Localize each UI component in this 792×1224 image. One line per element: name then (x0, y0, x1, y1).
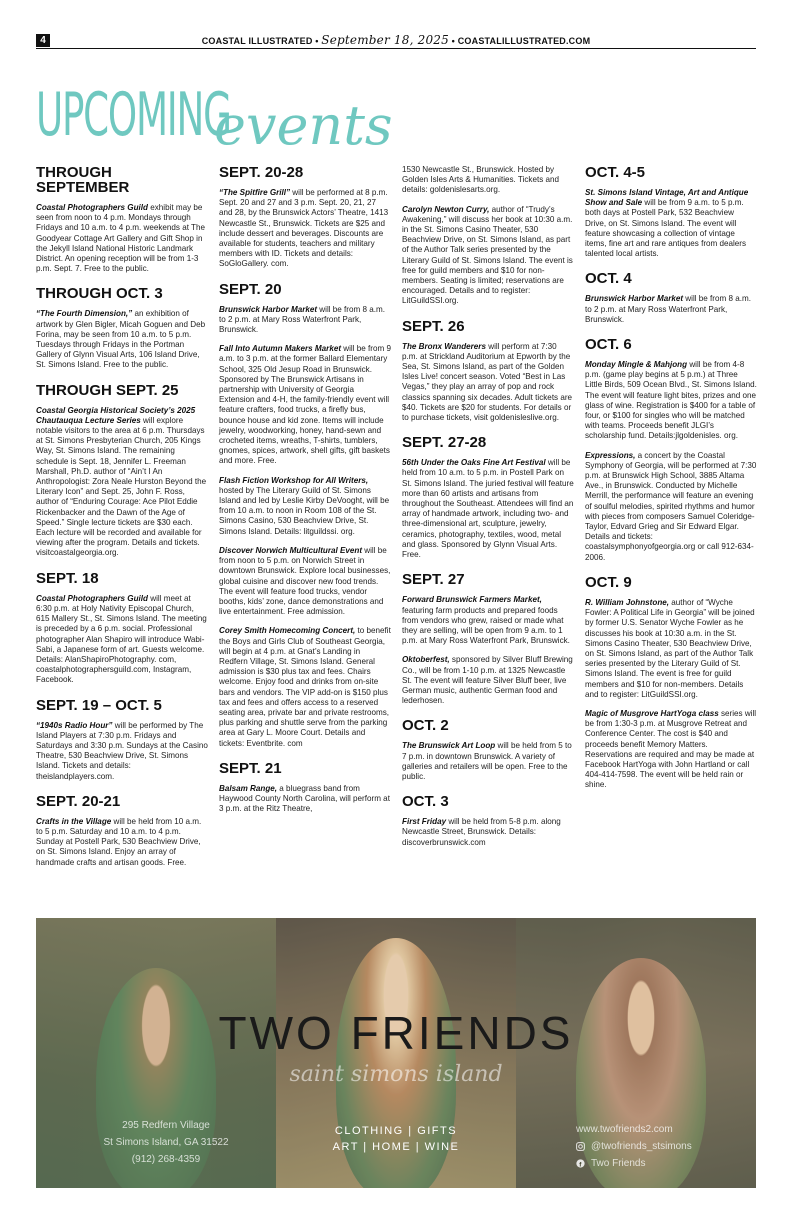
ad-website[interactable] (576, 1121, 746, 1138)
date-heading: OCT. 4 (585, 270, 632, 288)
event-name: First Friday (402, 817, 447, 827)
date-heading: THROUGH SEPTEMBER (36, 164, 130, 196)
event-name: Brunswick Harbor Market (585, 294, 684, 304)
date-section (219, 282, 391, 749)
two-friends-advertisement[interactable] (36, 918, 756, 1188)
date-section (585, 271, 757, 325)
event-description: hosted by The Literary Guild of St. Simons Island and led by Leslie Kirby DeVooght, will be from 10 a.m. to noon in Room 108 of the St. Simons Casino, 530 Beachview Drive, St. Simons Island. Details: litguildssi. org. (219, 485, 390, 536)
ad-categories (306, 1123, 486, 1155)
event-listing (36, 406, 208, 559)
event-description: will be held from 5-8 p.m. along Newcastle Street, Brunswick. Details: discoverbrunswick.com (402, 817, 561, 847)
event-listing (219, 626, 391, 748)
date-section (402, 572, 574, 706)
date-heading: SEPT. 20-21 (36, 792, 121, 810)
date-section (402, 794, 574, 848)
event-name: Monday Mingle & Mahjong (585, 360, 688, 370)
column-1 (36, 165, 208, 880)
date-heading: SEPT. 26 (402, 317, 465, 335)
date-heading: SEPT. 21 (219, 759, 282, 777)
event-description: will be held from 10 a.m. to 5 p.m. in Postell Park on St. Simons Island. The juried festival will feature more than 60 artists and artisans from throughout the Southeast. Attendees will find an array of handmade artwork, including two- and three-dimensional art, sculpture, jewelry, ceramics, photography, textiles, wood, metal and glass. Sponsored by Glynn Visual Arts. Free. (402, 458, 574, 560)
masthead-right: • COASTALILLUSTRATED.COM (451, 36, 591, 46)
event-description: will be held from 5 to 7 p.m. in downtown Brunswick. A variety of galleries and retailers will be open. Free to the public. (402, 741, 572, 781)
date-section (36, 698, 208, 782)
ad-categories-line-1: CLOTHING | GIFTS (334, 1125, 458, 1137)
event-listing (36, 594, 208, 686)
title-script: events (214, 94, 393, 157)
ad-facebook[interactable] (576, 1155, 746, 1172)
event-description: will be from 9 a.m. to 3 p.m. at the former Ballard Elementary School, 325 Old Jesup Road in Brunswick. Sponsored by The Brunswick Artisans in partnership with University of Georgia Extension and 4-H, the family-friendly event will feature crafters, food trucks, a firefly bus, bounce house and kid zone. Items will include jewelry, woodworking, honey, hand-sewn and crocheted items, wreaths, T-shirts, tumblers, gnomes, spices, artwork, shell gifts, gift baskets and more. Free. (219, 344, 391, 466)
event-name: Fall Into Autumn Makers Market (219, 344, 342, 354)
event-description: will be held from 10 a.m. to 5 p.m. Saturday and 10 a.m. to 4 p.m. Sunday at Postell Park, 530 Beachview Drive, on St. Simons Island. Enjoy an array of handmade crafts and artisan goods. Free. (36, 816, 202, 867)
event-name: The Brunswick Art Loop (402, 741, 496, 751)
event-description: will be from 4-8 p.m. (game play begins at 5 p.m.) at Three Little Birds, 509 Ocean Blvd., St. Simons Island. The event will feature light bites, prizes and one glass of wine. Registration is $400 for a table of four, or $100 for singles who will be matched with teams. Proceeds benefit JLGI’s scholarship fund. Details:jlgoldenisles. org. (585, 360, 757, 441)
column-2 (219, 165, 391, 826)
event-name: Oktoberfest, (402, 655, 450, 665)
date-section (219, 165, 391, 270)
ad-instagram[interactable] (576, 1138, 746, 1155)
masthead (36, 34, 756, 49)
masthead-date: September 18, 2025 (321, 33, 449, 47)
event-name: “The Spitfire Grill” (219, 188, 291, 197)
date-heading: SEPT. 20-28 (219, 164, 304, 181)
event-description: will be from 8 a.m. to 2 p.m. at Mary Ross Waterfront Park, Brunswick. (219, 304, 385, 335)
event-description: an exhibition of artwork by Glen Bigler, Micah Goguen and Deb Forina, may be seen from 10 a.m. to 5 p.m. Tuesdays through Fridays in the Portman Gallery of Glynn Visual Arts, 106 Island Drive, St. Simons Island. Free to the public. (36, 309, 206, 370)
event-name: “The Fourth Dimension,” (36, 309, 133, 319)
event-description: sponsored by Silver Bluff Brewing Co., will be from 1-10 p.m. at 1325 Newcastle St. The event will feature Silver Bluff beer, live German music, authentic German food and lederhosen. (402, 655, 573, 706)
page-title (36, 80, 393, 157)
event-name: St. Simons Island Vintage, Art and Antique Show and Sale (585, 188, 749, 208)
ad-brand-name: TWO FRIENDS (218, 1007, 574, 1059)
date-heading: OCT. 3 (402, 793, 449, 811)
event-description: series will be from 1:30-3 p.m. at Musgrove Retreat and Conference Center. The cost is $40 and proceeds benefit Memory Matters. Reservations are required and may be made at Facebook HartYoga with John Hartland or call 404-414-7598. The event will be held rain or shine. (585, 708, 757, 790)
page-number: 4 (36, 34, 50, 47)
event-listing (585, 451, 757, 563)
event-description: author of “Trudy’s Awakening,” will discuss her book at 10:30 a.m. in the St. Simons Casino Theater, 530 Beachview Drive, on St. Simons Island, as part of the Author Talk series presented by the Literary Guild of St. Simons Island. The event is free for guild members and $10 for non-members. Seating is limited; reservations are encouraged. Details and to register: LitGuildSSI.org. (402, 204, 573, 306)
event-description: a concert by the Coastal Symphony of Georgia, will be performed at 7:30 p.m. at Brunswick High School, 3885 Altama Ave., in Brunswick. Conducted by Michelle Merrill, the performance will feature an evening of soulful melodies, spirited rhythms and humor with pieces from composers Samuel Coleridge-Taylor, Edvard Grieg and Sir Edward Elgar. Details and tickets: coastalsymphonyofgeorgia.org or call 912-634-2006. (585, 450, 757, 562)
event-listing (36, 203, 208, 274)
column-3 (402, 165, 574, 860)
event-listing (585, 360, 757, 442)
date-heading: SEPT. 20 (219, 280, 282, 298)
column-4 (585, 165, 757, 803)
svg-text:f: f (579, 1161, 582, 1168)
date-section (585, 165, 757, 259)
event-description: will be from 9 a.m. to 5 p.m. both days at Postell Park, 532 Beachview Drive, on St. Simons Island. The event will feature showcasing a collection of vintage items, fine art and rare antiques from dealers talented local artists. (585, 198, 747, 259)
event-listing (36, 721, 208, 782)
ad-phone[interactable]: (912) 268-4359 (131, 1154, 201, 1165)
ad-contact (576, 1121, 746, 1172)
event-listing (402, 817, 574, 848)
date-section (585, 575, 757, 791)
event-listing (585, 294, 757, 325)
event-description: will meet at 6:30 p.m. at Holy Nativity Episcopal Church, 615 Mallery St., St. Simons Island. The meeting is preceded by a 6 p.m. social. Professional photographer Alan Shapiro will introduce Wabi-Sabi, a Japanese form of art. Guests welcome. Details: AlanShapiroPhotography. com, coastalphotographersguild.com, Instagram, Facebook. (36, 593, 207, 685)
date-section (585, 337, 757, 563)
event-description: will be from noon to 5 p.m. on Norwich Street in downtown Brunswick. Explore local businesses, global cuisine and discover new food trends. The event will feature food trucks, vendor booths, kids’ zone, dance demonstrations and live entertainment. Free admission. (219, 545, 391, 617)
event-name: R. William Johnstone, (585, 597, 670, 607)
date-heading: OCT. 4-5 (585, 164, 646, 181)
masthead-left: COASTAL ILLUSTRATED • (201, 36, 319, 46)
event-description: 1530 Newcastle St., Brunswick. Hosted by Golden Isles Arts & Humanities. Tickets and details: goldenislesarts.org. (402, 165, 559, 195)
ad-address-street: 295 Redfern Village (122, 1120, 210, 1131)
date-heading: THROUGH SEPT. 25 (36, 381, 179, 399)
event-name: Forward Brunswick Farmers Market, (402, 595, 542, 605)
event-name: Coastal Photographers Guild (36, 593, 148, 603)
event-name: The Bronx Wanderers (402, 341, 486, 351)
event-description: featuring farm products and prepared foods from vendors who grew, raised or made what they are selling, will be open from 9 a.m. to 1 p.m. at Mary Ross Waterfront Park, Brunswick. (402, 605, 570, 646)
event-listing (585, 598, 757, 700)
date-heading: SEPT. 27-28 (402, 434, 487, 452)
event-listing (402, 741, 574, 782)
ad-categories-line-2: ART | HOME | WINE (332, 1141, 460, 1153)
event-listing (219, 546, 391, 617)
event-name: Discover Norwich Multicultural Event (219, 545, 363, 555)
ad-website-text[interactable]: www.twofriends2.com (576, 1124, 673, 1135)
event-description: will be performed at 8 p.m. Sept. 20 and 27 and 3 p.m. Sept. 20, 21, 27 and 28, by the Brunswick Actors’ Theatre, 1413 Newcastle St., Brunswick. Tickets are $25 and include dessert and beverages. Discounts are available for students, teachers and military members with ID. Tickets and details: SoGloGallery. com. (219, 188, 389, 269)
ad-instagram-text[interactable]: @twofriends_stsimons (591, 1141, 692, 1152)
instagram-icon (576, 1142, 585, 1151)
event-description: to benefit the Boys and Girls Club of Southeast Georgia, will begin at 4 p.m. at Gnat’s Landing in Redfern Village, St. Simons Island. General admission is $30 plus tax and fees. Chairs welcome. Enjoy food and drinks from on-site bars and vendors. The VIP add-on is $150 plus tax and fees and offers access to a reserved seating area, private bar and private restrooms, plus parking and shuttle serve from the parking area at Gary L. Moore Court. Details and tickets: Eventbrite. com (219, 626, 391, 748)
event-description: author of “Wyche Fowler: A Political Life in Georgia” will be joined by former U.S. Senator Wyche Fowler as he discusses his book at 10:30 a.m. in the St. Simons Casino Theater, 530 Beachview Drive, on St. Simons Island, as part of the Author Talk series presented by the Literary Guild of St. Simons Island. The event is free for guild members and $10 for non-members. Details and to register: LitGuildSSI.org. (585, 597, 755, 699)
date-heading: OCT. 9 (585, 573, 632, 591)
date-section (402, 718, 574, 782)
date-section (36, 571, 208, 686)
ad-address (56, 1117, 276, 1168)
date-heading: OCT. 6 (585, 336, 632, 354)
ad-location-script: saint simons island (289, 1062, 503, 1087)
event-description: a bluegrass band from Haywood County North Carolina, will perform at 3 p.m. at the Ritz Theatre, (219, 783, 390, 814)
event-listing (402, 205, 574, 307)
facebook-icon (576, 1159, 585, 1168)
ad-facebook-text[interactable]: Two Friends (591, 1158, 646, 1169)
event-name: Magic of Musgrove HartYoga class (585, 708, 719, 718)
date-heading: THROUGH OCT. 3 (36, 285, 163, 303)
date-section (36, 165, 208, 274)
date-heading: SEPT. 19 – OCT. 5 (36, 696, 162, 714)
event-description: exhibit may be seen from noon to 4 p.m. Mondays through Fridays and 10 a.m. to 4 p.m. weekends at The Goodyear Cottage Art Gallery and Gift Shop in the Jekyll Island National Historic Landmark District. An opening reception will be from 1-3 p.m. Sept. 7. Free to the public. (36, 203, 206, 274)
event-listing (219, 784, 391, 815)
event-name: Coastal Georgia Historical Society’s 2025 Chautauqua Lecture Series (36, 405, 196, 425)
event-listing (219, 344, 391, 466)
event-description: will perform at 7:30 p.m. at Strickland Auditorium at Epworth by the Sea, St. Simons Island, as part of the Golden Isles Live! concert season. Voted “Best in Las Vegas,” they play an array of pop and rock classics spanning six decades. Adult tickets are $40. Tickets are $20 for students. For details or to purchase tickets, visit goldenisleslive.org. (402, 341, 573, 423)
date-section (402, 435, 574, 560)
event-listing (585, 188, 757, 259)
date-section (36, 383, 208, 559)
date-section (36, 286, 208, 370)
event-name: Carolyn Newton Curry, (402, 204, 490, 214)
event-name: Corey Smith Homecoming Concert, (219, 626, 356, 636)
event-listing (219, 305, 391, 336)
event-listing (402, 655, 574, 706)
event-name: “1940s Radio Hour” (36, 720, 113, 730)
event-listing (402, 458, 574, 560)
date-heading: OCT. 2 (402, 717, 449, 735)
ad-address-city: St Simons Island, GA 31522 (103, 1137, 229, 1148)
event-listing (402, 342, 574, 424)
event-name: Flash Fiction Workshop for All Writers, (219, 475, 369, 485)
event-listing (219, 188, 391, 270)
event-listing (219, 476, 391, 537)
date-heading: SEPT. 18 (36, 569, 99, 587)
event-listing (36, 817, 208, 868)
event-listing (402, 165, 574, 196)
event-name: Crafts in the Village (36, 816, 112, 826)
event-listing (402, 595, 574, 646)
event-name: Balsam Range, (219, 783, 278, 793)
date-heading: SEPT. 27 (402, 571, 465, 589)
event-name: Brunswick Harbor Market (219, 304, 318, 314)
date-section (219, 761, 391, 815)
date-section (402, 165, 574, 307)
event-listing (585, 709, 757, 791)
event-name: 56th Under the Oaks Fine Art Festival (402, 458, 546, 468)
date-section (402, 319, 574, 424)
event-name: Coastal Photographers Guild (36, 203, 148, 212)
date-section (36, 794, 208, 868)
event-description: will be from 8 a.m. to 2 p.m. at Mary Ross Waterfront Park, Brunswick. (585, 294, 751, 324)
title-main: UPCOMING (36, 80, 231, 150)
event-description: will explore notable visitors to the area at 6 p.m. Thursdays at St. Simons Presbyterian Church, 205 Kings Way, St. Simons Island. The remaining schedule is Sept. 18, Jennifer L. Freeman Marshall, Ph.D. author of “Ain’t I An Anthropologist: Zora Neale Hurston Beyond the Literary Icon” and Sept. 25, John F. Ross, author of “Enduring Courage: Ace Pilot Eddie Rickenbacker and the Dawn of the Age of Speed.” Single lecture tickets are $30 each. Each lecture will be recorded and available for viewing after the program. Details and tickets. visitcoastalgeorgia.org. (36, 415, 207, 558)
event-description: will be performed by The Island Players at 7:30 p.m. Fridays and Saturdays and 3:30 p.m. Sundays at the Casino Theatre, 530 Beachview Drive, St. Simons Island. Tickets and details: theislandplayers.com. (36, 720, 208, 781)
event-name: Expressions, (585, 450, 636, 460)
event-listing (36, 309, 208, 370)
